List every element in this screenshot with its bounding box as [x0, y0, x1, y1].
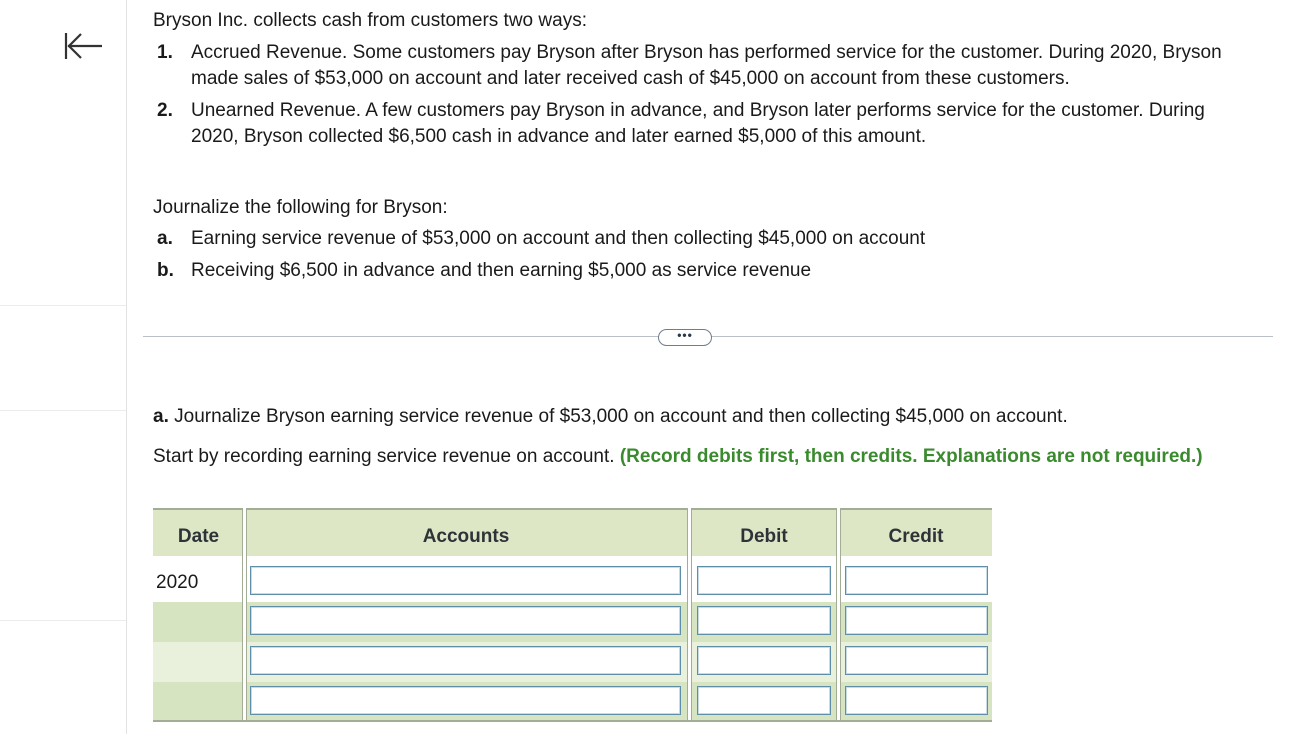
debit-input[interactable] — [697, 646, 831, 675]
account-input[interactable] — [250, 566, 681, 595]
part-a-instructions — [153, 444, 1213, 470]
rail-divider — [0, 620, 126, 621]
date-cell — [153, 642, 245, 682]
start-text: Start by recording earning service revenue on account. — [153, 446, 620, 467]
debit-input[interactable] — [697, 566, 831, 595]
column-header-date: Date — [153, 508, 244, 556]
part-marker: a. — [153, 406, 169, 427]
collapse-back-button[interactable] — [62, 30, 106, 62]
more-options-button[interactable]: ••• — [658, 329, 712, 346]
list-item-text: Receiving $6,500 in advance and then earning $5,000 as service revenue — [191, 260, 812, 281]
column-header-credit: Credit — [840, 508, 992, 556]
list-item — [153, 40, 1233, 92]
column-header-debit: Debit — [692, 508, 836, 556]
part-a-question: Journalize Bryson earning service revenue of $53,000 on account and then collecting $45,000 on account. — [168, 406, 1068, 427]
column-separator — [687, 508, 692, 722]
column-separator — [836, 508, 841, 722]
credit-input[interactable] — [845, 606, 988, 635]
credit-input[interactable] — [845, 566, 988, 595]
journalize-instruction: Journalize the following for Bryson: — [153, 197, 448, 218]
table-row — [245, 642, 992, 682]
table-bottom-border — [153, 720, 992, 722]
left-rail — [0, 0, 127, 734]
task-list — [153, 226, 925, 290]
table-row — [245, 562, 992, 602]
list-marker: b. — [157, 260, 174, 281]
list-item-text: Earning service revenue of $53,000 on account and then collecting $45,000 on account — [191, 228, 926, 249]
account-input[interactable] — [250, 646, 681, 675]
account-input[interactable] — [250, 686, 681, 715]
table-row — [245, 682, 992, 722]
problem-intro: Bryson Inc. collects cash from customers two ways: — [153, 10, 587, 31]
date-cell: 2020 — [153, 562, 245, 602]
list-item — [153, 98, 1233, 150]
collection-methods-list — [153, 40, 1233, 156]
part-a-section — [153, 404, 1253, 470]
table-row — [245, 602, 992, 642]
record-note: (Record debits first, then credits. Explanations are not required.) — [619, 446, 1203, 467]
date-cell — [153, 602, 245, 642]
column-header-accounts: Accounts — [245, 508, 687, 556]
list-marker: a. — [157, 228, 173, 249]
rail-divider — [0, 410, 126, 411]
column-separator — [242, 508, 247, 722]
date-cell — [153, 682, 245, 722]
list-item — [153, 258, 925, 290]
list-item-text: Accrued Revenue. Some customers pay Bryson after Bryson has performed service for the customer. During 2020, Bryson made sales of $53,000 on account and later received cash of $45,000 on account from these customers. — [191, 42, 1222, 89]
journal-entry-table — [153, 508, 992, 722]
debit-input[interactable] — [697, 686, 831, 715]
rail-divider — [0, 305, 126, 306]
list-item-text: Unearned Revenue. A few customers pay Bryson in advance, and Bryson later performs service for the customer. During 2020, Bryson collected $6,500 cash in advance and later earned $5,000 of this amount. — [191, 100, 1205, 147]
account-input[interactable] — [250, 606, 681, 635]
debit-input[interactable] — [697, 606, 831, 635]
list-marker: 1. — [157, 42, 173, 63]
arrow-left-to-bar-icon — [62, 30, 106, 62]
list-item — [153, 226, 925, 258]
credit-input[interactable] — [845, 686, 988, 715]
list-marker: 2. — [157, 100, 173, 121]
part-a-heading — [153, 404, 1253, 430]
credit-input[interactable] — [845, 646, 988, 675]
